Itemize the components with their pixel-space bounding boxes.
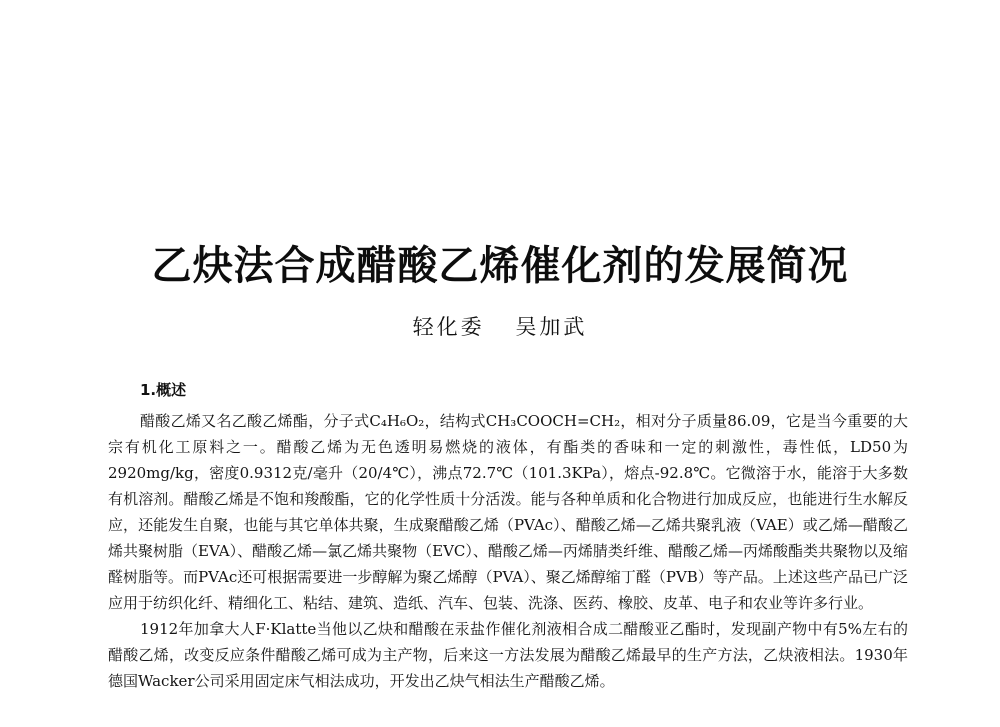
paper-title: 乙炔法合成醋酸乙烯催化剂的发展简况 <box>151 243 849 289</box>
author-name: 吴加武 <box>515 315 588 339</box>
body-text <box>108 408 908 694</box>
author-line <box>0 312 1000 342</box>
paragraph-overview: 醋酸乙烯又名乙酸乙烯酯，分子式C₄H₆O₂，结构式CH₃COOCH=CH₂，相对分子质量86.09，它是当今重要的大宗有机化工原料之一。醋酸乙烯为无色透明易燃烧的液体，有酯类的香味和一定的刺激性，毒性低，LD50为2920mg/kg，密度0.9312克/毫升（20/4℃），沸点72.7℃（101.3KPa），熔点-92.8℃。它微溶于水，能溶于大多数有机溶剂。醋酸乙烯是不饱和羧酸酯，它的化学性质十分活泼。能与各种单质和化合物进行加成反应，也能进行生水解反应，还能发生自聚，也能与其它单体共聚，生成聚醋酸乙烯（PVAc）、醋酸乙烯—乙烯共聚乳液（VAE）或乙烯—醋酸乙烯共聚树脂（EVA）、醋酸乙烯—氯乙烯共聚物（EVC）、醋酸乙烯—丙烯腈类纤维、醋酸乙烯—丙烯酸酯类共聚物以及缩醛树脂等。而PVAc还可根据需要进一步醇解为聚乙烯醇（PVA）、聚乙烯醇缩丁醛（PVB）等产品。上述这些产品已广泛应用于纺织化纤、精细化工、粘结、建筑、造纸、汽车、包装、洗涤、医药、橡胶、皮革、电子和农业等许多行业。 <box>108 412 908 612</box>
author-affiliation: 轻化委 <box>412 315 485 339</box>
paragraph-history: 1912年加拿大人F·Klatte当他以乙炔和醋酸在汞盐作催化剂液相合成二醋酸亚乙酯时，发现副产物中有5%左右的醋酸乙烯，改变反应条件醋酸乙烯可成为主产物，后来这一方法发展为醋酸乙烯最早的生产方法，乙炔液相法。1930年德国Wacker公司采用固定床气相法成功，开发出乙炔气相法生产醋酸乙烯。 <box>108 620 908 690</box>
section-heading: 1.概述 <box>140 381 187 399</box>
